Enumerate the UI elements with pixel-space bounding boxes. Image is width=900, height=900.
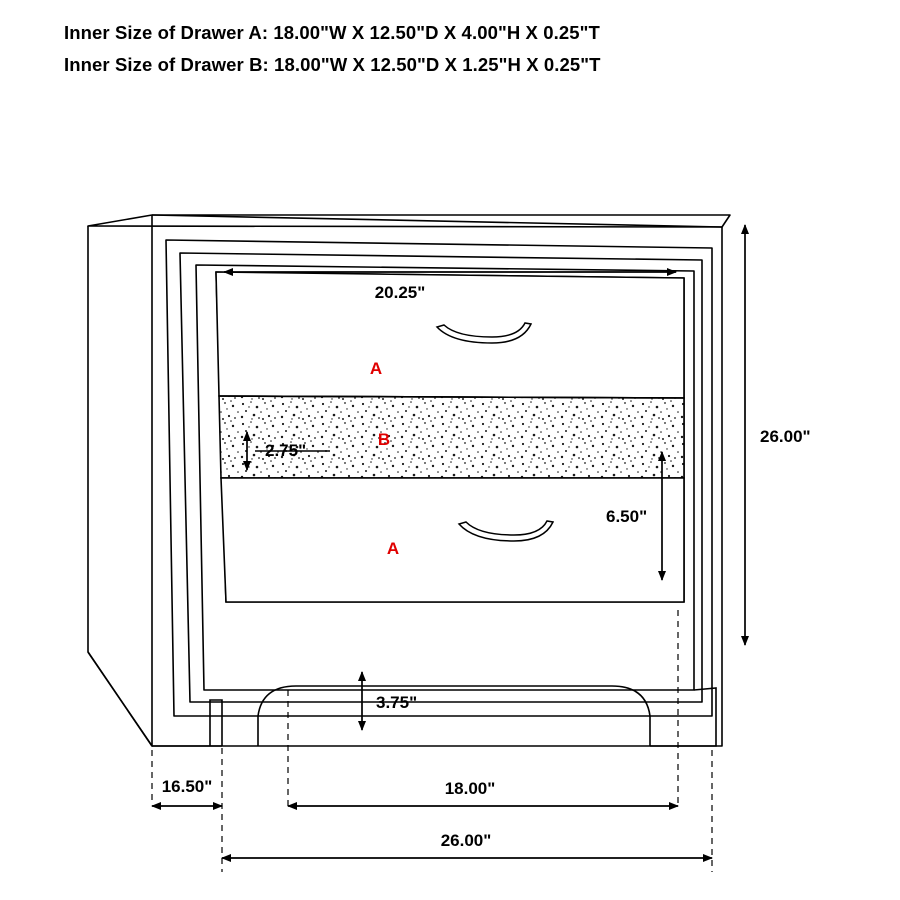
dim-inner-width-label: 18.00" [444, 779, 496, 798]
dim-inner-width [288, 779, 678, 806]
spec-drawer-b: Inner Size of Drawer B: 18.00"W X 12.50"D X 1.25"H X 0.25"T [64, 54, 601, 75]
drawers [216, 272, 684, 602]
dim-overall-width-label: 26.00" [440, 831, 492, 850]
dim-drawer-b-height-label: 2.75" [265, 441, 307, 460]
dim-leg-height [362, 672, 417, 730]
dim-overall-height [745, 225, 811, 645]
part-label-upper-drawer: A [369, 359, 383, 378]
dim-leg-height-label: 3.75" [376, 693, 418, 712]
cabinet-top-front-edge [152, 215, 722, 227]
part-label-middle-drawer: B [377, 430, 391, 449]
dim-lower-drawer-height-label: 6.50" [606, 507, 648, 526]
dim-overall-height-label: 26.00" [760, 427, 811, 446]
foot-left-front [210, 700, 222, 746]
spec-drawer-a: Inner Size of Drawer A: 18.00"W X 12.50"D X 4.00"H X 0.25"T [64, 22, 600, 43]
drawer-middle-face [219, 396, 684, 478]
drawer-lower-face [221, 478, 684, 602]
part-label-lower-drawer: A [386, 539, 400, 558]
witness-lines [152, 610, 712, 872]
dim-side-depth-label: 16.50" [161, 777, 213, 796]
foot-right-front [650, 688, 716, 746]
cabinet-left-bottom-edge [88, 652, 152, 746]
dim-side-depth [152, 777, 222, 806]
dim-top-width-label: 20.25" [374, 283, 426, 302]
dim-overall-width [222, 831, 712, 858]
